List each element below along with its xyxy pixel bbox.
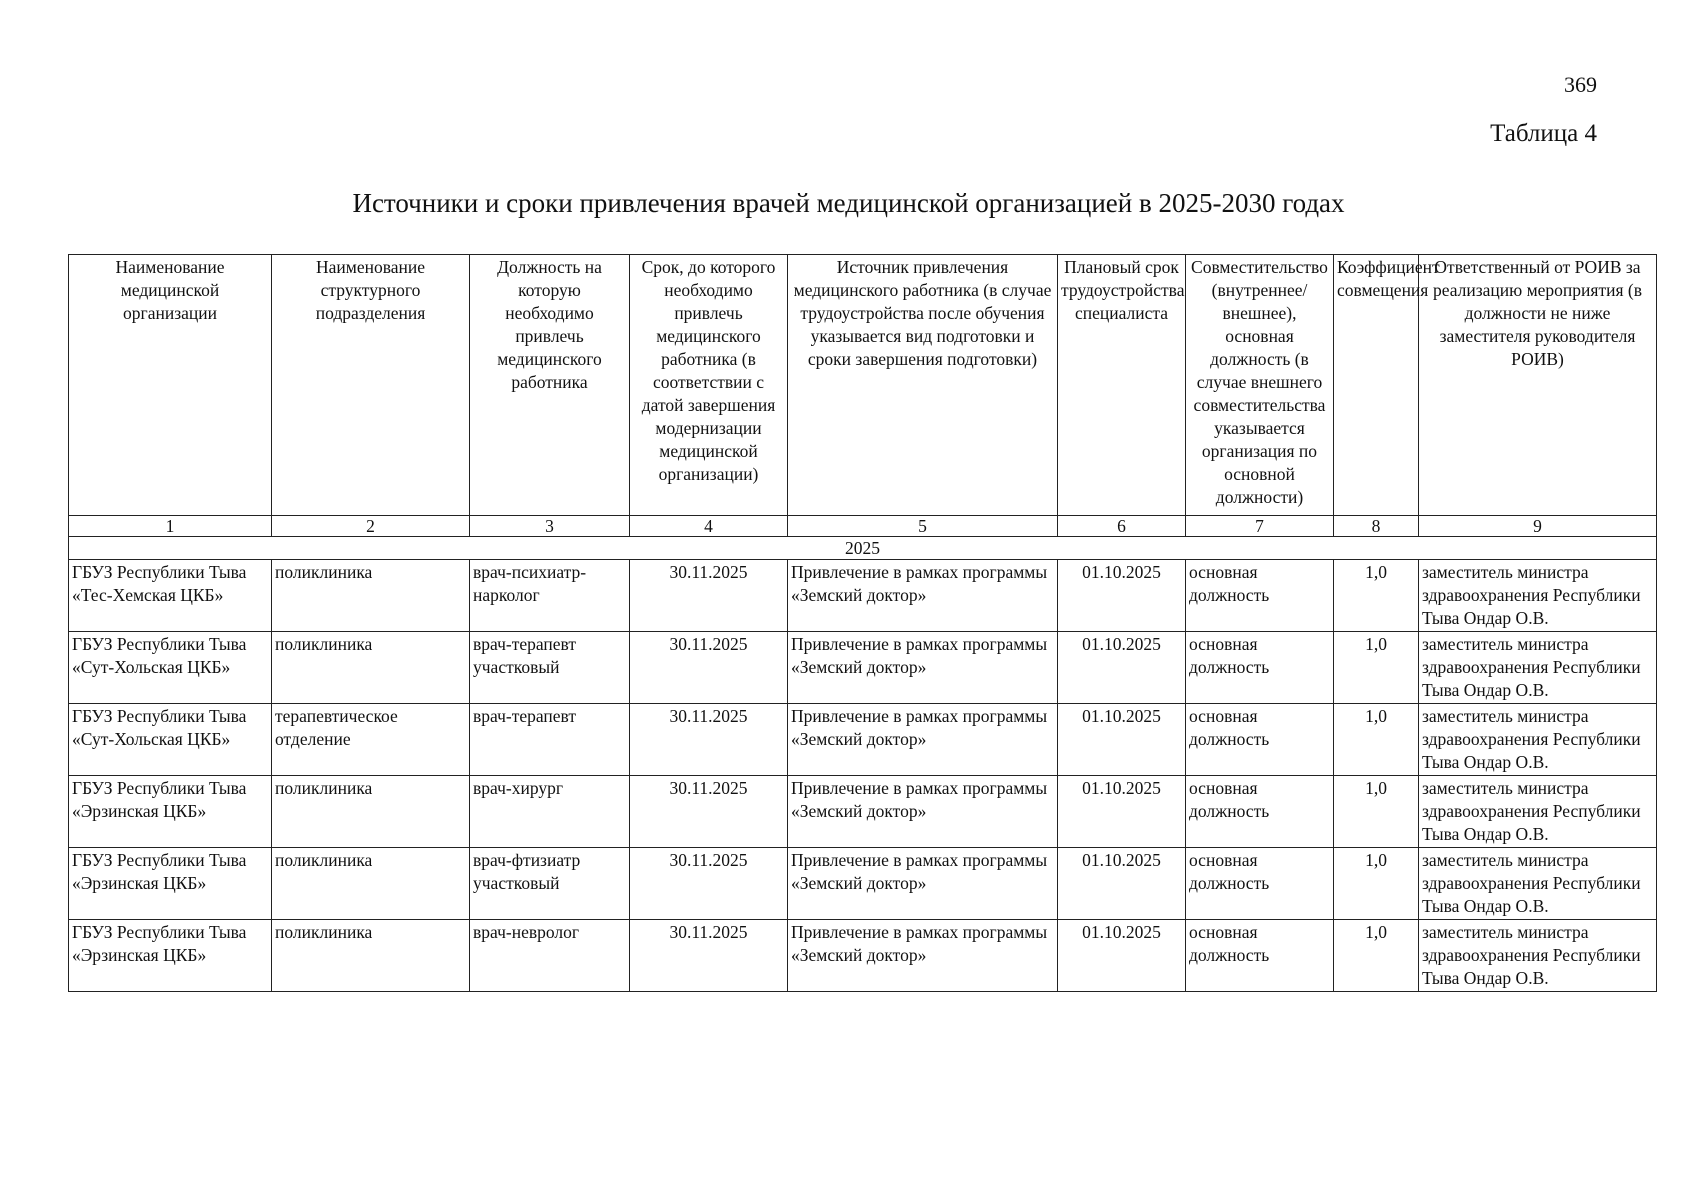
year-row bbox=[69, 537, 1657, 560]
coefficient-cell: 1,0 bbox=[1334, 848, 1419, 920]
responsible-cell: заместитель министра здравоохранения Республики Тыва Ондар О.В. bbox=[1419, 848, 1657, 920]
doctors-table bbox=[68, 254, 1657, 992]
organization-cell: ГБУЗ Республики Тыва «Эрзинская ЦКБ» bbox=[69, 776, 272, 848]
source-cell: Привлечение в рамках программы «Земский доктор» bbox=[788, 848, 1058, 920]
column-number: 6 bbox=[1058, 516, 1186, 537]
position-cell: врач-хирург bbox=[470, 776, 630, 848]
column-number: 9 bbox=[1419, 516, 1657, 537]
source-cell: Привлечение в рамках программы «Земский доктор» bbox=[788, 704, 1058, 776]
deadline-cell: 30.11.2025 bbox=[630, 560, 788, 632]
document-title: Источники и сроки привлечения врачей медицинской организацией в 2025-2030 годах bbox=[352, 188, 1345, 218]
organization-cell: ГБУЗ Республики Тыва «Сут-Хольская ЦКБ» bbox=[69, 704, 272, 776]
deadline-cell: 30.11.2025 bbox=[630, 632, 788, 704]
column-number: 5 bbox=[788, 516, 1058, 537]
subdivision-cell: терапевтическое отделение bbox=[272, 704, 470, 776]
column-header: Ответственный от РОИВ за реализацию мероприятия (в должности не ниже заместителя руководителя РОИВ) bbox=[1419, 255, 1657, 516]
column-number: 8 bbox=[1334, 516, 1419, 537]
column-header: Наименование медицинской организации bbox=[69, 255, 272, 516]
deadline-cell: 30.11.2025 bbox=[630, 848, 788, 920]
table-row bbox=[69, 776, 1657, 848]
coefficient-cell: 1,0 bbox=[1334, 632, 1419, 704]
organization-cell: ГБУЗ Республики Тыва «Тес-Хемская ЦКБ» bbox=[69, 560, 272, 632]
table-row bbox=[69, 632, 1657, 704]
coefficient-cell: 1,0 bbox=[1334, 920, 1419, 992]
deadline-cell: 30.11.2025 bbox=[630, 704, 788, 776]
subdivision-cell: поликлиника bbox=[272, 632, 470, 704]
column-number: 4 bbox=[630, 516, 788, 537]
column-header: Должность на которую необходимо привлечь медицинского работника bbox=[470, 255, 630, 516]
position-cell: врач-психиатр-нарколог bbox=[470, 560, 630, 632]
responsible-cell: заместитель министра здравоохранения Республики Тыва Ондар О.В. bbox=[1419, 776, 1657, 848]
column-number: 3 bbox=[470, 516, 630, 537]
deadline-cell: 30.11.2025 bbox=[630, 920, 788, 992]
employment-type-cell: основная должность bbox=[1186, 920, 1334, 992]
subdivision-cell: поликлиника bbox=[272, 776, 470, 848]
source-cell: Привлечение в рамках программы «Земский доктор» bbox=[788, 776, 1058, 848]
subdivision-cell: поликлиника bbox=[272, 848, 470, 920]
position-cell: врач-терапевт bbox=[470, 704, 630, 776]
organization-cell: ГБУЗ Республики Тыва «Эрзинская ЦКБ» bbox=[69, 848, 272, 920]
column-header: Наименование структурного подразделения bbox=[272, 255, 470, 516]
column-number-row bbox=[69, 516, 1657, 537]
subdivision-cell: поликлиника bbox=[272, 920, 470, 992]
source-cell: Привлечение в рамках программы «Земский доктор» bbox=[788, 632, 1058, 704]
subdivision-cell: поликлиника bbox=[272, 560, 470, 632]
column-header: Срок, до которого необходимо привлечь медицинского работника (в соответствии с датой завершения модернизации медицинской организации) bbox=[630, 255, 788, 516]
organization-cell: ГБУЗ Республики Тыва «Эрзинская ЦКБ» bbox=[69, 920, 272, 992]
column-header: Плановый срок трудоустройства специалиста bbox=[1058, 255, 1186, 516]
column-number: 1 bbox=[69, 516, 272, 537]
responsible-cell: заместитель министра здравоохранения Республики Тыва Ондар О.В. bbox=[1419, 560, 1657, 632]
responsible-cell: заместитель министра здравоохранения Республики Тыва Ондар О.В. bbox=[1419, 632, 1657, 704]
column-header: Коэффициент совмещения bbox=[1334, 255, 1419, 516]
column-number: 2 bbox=[272, 516, 470, 537]
page-number: 369 bbox=[1564, 72, 1597, 97]
planned-date-cell: 01.10.2025 bbox=[1058, 776, 1186, 848]
employment-type-cell: основная должность bbox=[1186, 776, 1334, 848]
deadline-cell: 30.11.2025 bbox=[630, 776, 788, 848]
employment-type-cell: основная должность bbox=[1186, 848, 1334, 920]
table-row bbox=[69, 560, 1657, 632]
planned-date-cell: 01.10.2025 bbox=[1058, 848, 1186, 920]
coefficient-cell: 1,0 bbox=[1334, 776, 1419, 848]
column-number: 7 bbox=[1186, 516, 1334, 537]
planned-date-cell: 01.10.2025 bbox=[1058, 632, 1186, 704]
table-row bbox=[69, 848, 1657, 920]
responsible-cell: заместитель министра здравоохранения Республики Тыва Ондар О.В. bbox=[1419, 920, 1657, 992]
table-row bbox=[69, 704, 1657, 776]
employment-type-cell: основная должность bbox=[1186, 632, 1334, 704]
position-cell: врач-невролог bbox=[470, 920, 630, 992]
planned-date-cell: 01.10.2025 bbox=[1058, 920, 1186, 992]
source-cell: Привлечение в рамках программы «Земский доктор» bbox=[788, 560, 1058, 632]
employment-type-cell: основная должность bbox=[1186, 560, 1334, 632]
coefficient-cell: 1,0 bbox=[1334, 704, 1419, 776]
table-label: Таблица 4 bbox=[1490, 120, 1597, 147]
column-header: Совместительство (внутреннее/внешнее), основная должность (в случае внешнего совместительства указывается организация по основной должности) bbox=[1186, 255, 1334, 516]
source-cell: Привлечение в рамках программы «Земский доктор» bbox=[788, 920, 1058, 992]
planned-date-cell: 01.10.2025 bbox=[1058, 560, 1186, 632]
column-header: Источник привлечения медицинского работника (в случае трудоустройства после обучения указывается вид подготовки и сроки завершения подготовки) bbox=[788, 255, 1058, 516]
responsible-cell: заместитель министра здравоохранения Республики Тыва Ондар О.В. bbox=[1419, 704, 1657, 776]
planned-date-cell: 01.10.2025 bbox=[1058, 704, 1186, 776]
position-cell: врач-фтизиатр участковый bbox=[470, 848, 630, 920]
coefficient-cell: 1,0 bbox=[1334, 560, 1419, 632]
organization-cell: ГБУЗ Республики Тыва «Сут-Хольская ЦКБ» bbox=[69, 632, 272, 704]
employment-type-cell: основная должность bbox=[1186, 704, 1334, 776]
table-row bbox=[69, 920, 1657, 992]
position-cell: врач-терапевт участковый bbox=[470, 632, 630, 704]
header-row bbox=[69, 255, 1657, 516]
year-label: 2025 bbox=[69, 537, 1657, 560]
